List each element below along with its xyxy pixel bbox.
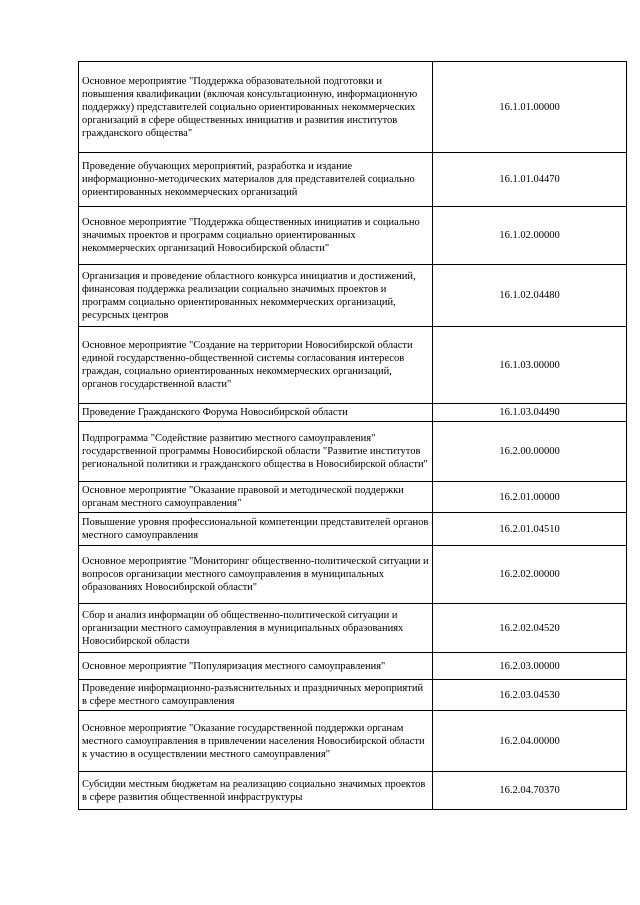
row-code: 16.1.02.04480 xyxy=(433,265,627,327)
row-description: Сбор и анализ информации об общественно-политической ситуации и организации местного самоуправления в муниципальных образованиях Новосибирской области xyxy=(79,604,433,653)
row-description: Повышение уровня профессиональной компетенции представителей органов местного самоуправления xyxy=(79,513,433,546)
table-row xyxy=(79,513,627,546)
table-row xyxy=(79,404,627,422)
row-code: 16.2.00.00000 xyxy=(433,422,627,482)
table-row xyxy=(79,604,627,653)
table-row xyxy=(79,546,627,604)
row-description: Проведение Гражданского Форума Новосибирской области xyxy=(79,404,433,422)
row-code: 16.2.04.70370 xyxy=(433,772,627,810)
row-description: Субсидии местным бюджетам на реализацию социально значимых проектов в сфере развития общественной инфраструктуры xyxy=(79,772,433,810)
table-row xyxy=(79,653,627,680)
row-description: Основное мероприятие "Мониторинг общественно-политической ситуации и вопросов организации местного самоуправления в муниципальных образованиях Новосибирской области" xyxy=(79,546,433,604)
table-row xyxy=(79,153,627,207)
row-code: 16.1.03.00000 xyxy=(433,327,627,404)
table-row xyxy=(79,772,627,810)
budget-classification-table xyxy=(78,61,627,810)
row-code: 16.2.01.00000 xyxy=(433,482,627,513)
row-description: Основное мероприятие "Популяризация местного самоуправления" xyxy=(79,653,433,680)
row-code: 16.2.03.04530 xyxy=(433,680,627,711)
row-code: 16.2.03.00000 xyxy=(433,653,627,680)
row-description: Основное мероприятие "Поддержка общественных инициатив и социально значимых проектов и программ социально ориентированных некоммерческих организаций Новосибирской области" xyxy=(79,207,433,265)
table-row xyxy=(79,482,627,513)
table-row xyxy=(79,265,627,327)
row-description: Основное мероприятие "Поддержка образовательной подготовки и повышения квалификации (включая консультационную, информационную поддержку) представителей социально ориентированных некоммерческих организаций в сфере общественных инициатив и развития институтов гражданского общества" xyxy=(79,62,433,153)
row-code: 16.2.01.04510 xyxy=(433,513,627,546)
table-row xyxy=(79,62,627,153)
row-description: Основное мероприятие "Создание на территории Новосибирской области единой государственно-общественной системы согласования интересов граждан, социально ориентированных некоммерческих организаций, органов государственной власти" xyxy=(79,327,433,404)
row-description: Проведение обучающих мероприятий, разработка и издание информационно-методических материалов для представителей социально ориентированных некоммерческих организаций xyxy=(79,153,433,207)
table-row xyxy=(79,422,627,482)
table-row xyxy=(79,711,627,772)
row-code: 16.1.01.00000 xyxy=(433,62,627,153)
row-description: Основное мероприятие "Оказание правовой и методической поддержки органам местного самоуправления" xyxy=(79,482,433,513)
row-code: 16.2.02.00000 xyxy=(433,546,627,604)
row-code: 16.1.01.04470 xyxy=(433,153,627,207)
row-description: Подпрограмма "Содействие развитию местного самоуправления" государственной программы Новосибирской области "Развитие институтов региональной политики и гражданского общества в Новосибирской области" xyxy=(79,422,433,482)
table-row xyxy=(79,207,627,265)
table-body xyxy=(79,62,627,810)
table-row xyxy=(79,327,627,404)
row-code: 16.1.03.04490 xyxy=(433,404,627,422)
table-row xyxy=(79,680,627,711)
row-code: 16.2.02.04520 xyxy=(433,604,627,653)
row-code: 16.2.04.00000 xyxy=(433,711,627,772)
row-code: 16.1.02.00000 xyxy=(433,207,627,265)
row-description: Основное мероприятие "Оказание государственной поддержки органам местного самоуправления в привлечении населения Новосибирской области к участию в осуществлении местного самоуправления" xyxy=(79,711,433,772)
row-description: Проведение информационно-разъяснительных и праздничных мероприятий в сфере местного самоуправления xyxy=(79,680,433,711)
row-description: Организация и проведение областного конкурса инициатив и достижений, финансовая поддержка реализации социально значимых проектов и программ социально ориентированных некоммерческих организаций, ресурсных центров xyxy=(79,265,433,327)
